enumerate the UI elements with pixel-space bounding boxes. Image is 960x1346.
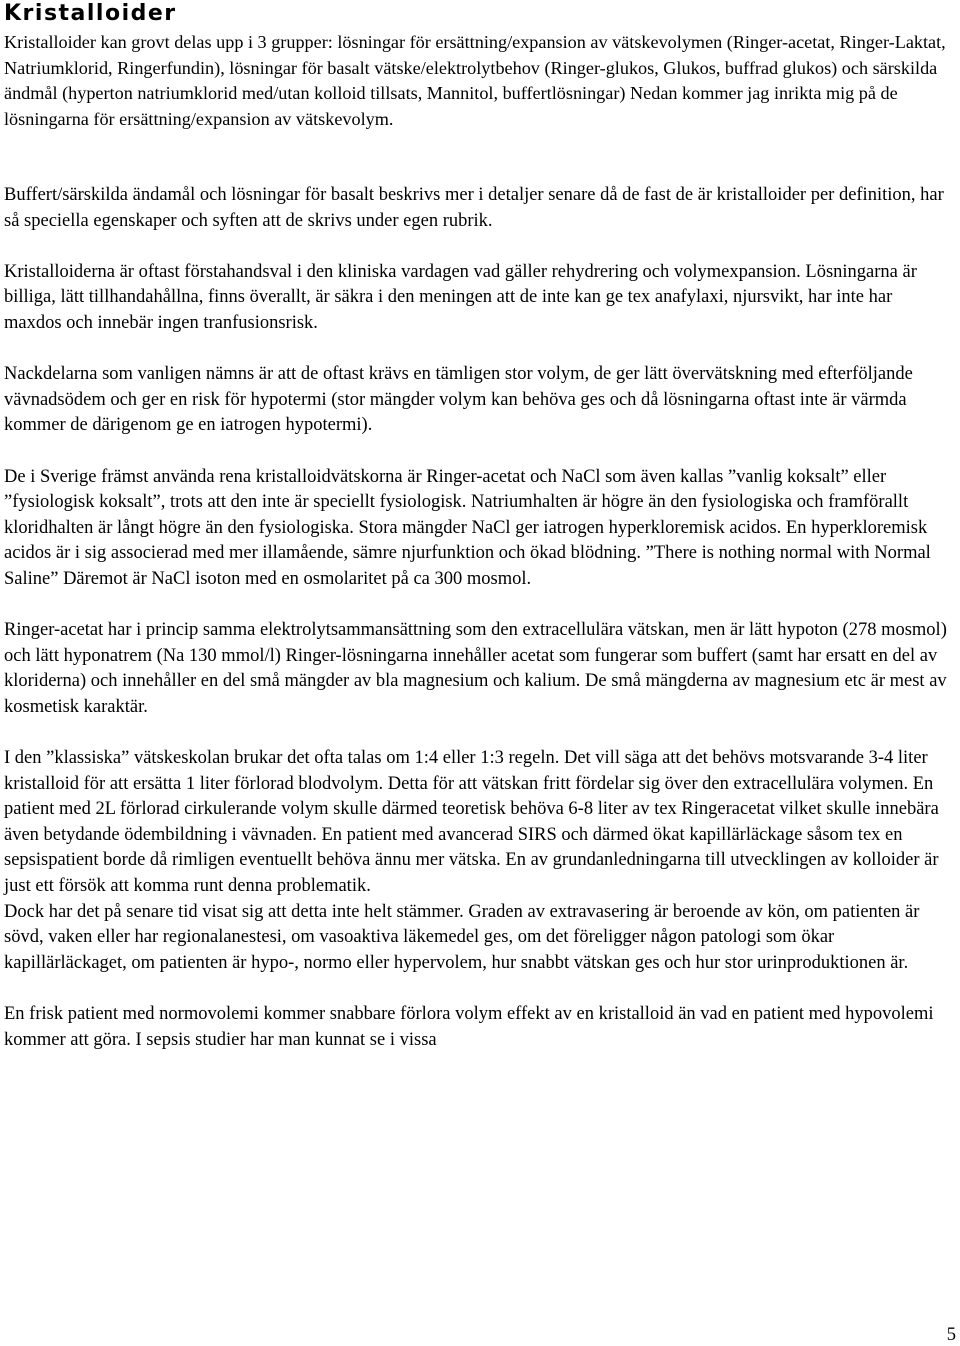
paragraph-ringer-acetat: Ringer-acetat har i princip samma elektrolytsammansättning som den extracellulära vätskan, men är lätt hypoton (278 mosmol) och lätt hyponatrem (Na 130 mmol/l) Ringer-lösningarna innehåller acetat som fungerar som buffert (samt har ersatt en del av kloriderna) och innehåller en del små mängder av bla magnesium och kalium. De små mängderna av magnesium etc är mest av kosmetisk karaktär. [4,620,947,717]
paragraph-buffert: Buffert/särskilda ändamål och lösningar för basalt beskrivs mer i detaljer senare då de fast de är kristalloider per definition, har så speciella egenskaper och syften att de skrivs under egen rubrik. [4,185,944,231]
paragraph-forstahandsval: Kristalloiderna är oftast förstahandsval i den kliniska vardagen vad gäller rehydrering och volymexpansion. Lösningarna är billiga, lätt tillhandahållna, finns överallt, är säkra i den meningen att de inte kan ge tex anafylaxi, njursvikt, har inte har maxdos och innebär ingen tranfusionsrisk. [4,261,917,333]
paragraph-dock: Dock har det på senare tid visat sig att detta inte helt stämmer. Graden av extravasering är beroende av kön, om patienten är sövd, vaken eller har regionalanestesi, om vasoaktiva läkemedel ges, om det föreligger någon patologi som ökar kapillärläckaget, om patienten är hypo-, normo eller hypervolem, hur snabbt vätskan ges och hur stor urinproduktionen är. [4,901,920,973]
paragraph-klassiska: I den ”klassiska” vätskeskolan brukar det ofta talas om 1:4 eller 1:3 regeln. Det vill säga att det behövs motsvarande 3-4 liter kristalloid för att ersätta 1 liter förlorad blodvolym. Detta för att vätskan fritt fördelar sig över den extracellulära volymen. En patient med 2L förlorad cirkulerande volym skulle därmed teoretisk behöva 6-8 liter av tex Ringeracetat vilket skulle innebära även betydande ödembildning i vävnaden. En patient med avancerad SIRS och därmed ökat kapillärläckage såsom tex en sepsispatient borde då rimligen eventuellt behöva ännu mer vätska. En av grundanledningarna till utvecklingen av kolloider är just ett försök att komma runt denna problematik. [4,748,939,897]
intro-paragraph: Kristalloider kan grovt delas upp i 3 grupper: lösningar för ersättning/expansion av vätskevolymen (Ringer-acetat, Ringer-Laktat, Natriumklorid, Ringerfundin), lösningar för basalt vätske/elektrolytbehov (Ringer-glukos, Glukos, buffrad glukos) och särskilda ändmål (hyperton natriumklorid med/utan kolloid tillsats, Mannitol, buffertlösningar) Nedan kommer jag inrikta mig på de lösningarna för ersättning/expansion av vätskevolym. [4,32,946,129]
body-text [4,183,954,1079]
page-number: 5 [946,1325,956,1345]
section-heading: Kristalloider [4,1,177,26]
paragraph-sverige: De i Sverige främst använda rena kristalloidvätskorna är Ringer-acetat och NaCl som även kallas ”vanlig koksalt” eller ”fysiologisk koksalt”, trots att den inte är speciellt fysiologisk. Natriumhalten är högre än den fysiologiska och framförallt kloridhalten är långt högre än den fysiologiska. Stora mängder NaCl ger iatrogen hyperkloremisk acidos. En hyperkloremisk acidos är i sig associerad med mer illamående, sämre njurfunktion och ökad blödning. ”There is nothing normal with Normal Saline” Däremot är NaCl isoton med en osmolaritet på ca 300 mosmol. [4,466,931,589]
paragraph-nackdelar: Nackdelarna som vanligen nämns är att de oftast krävs en tämligen stor volym, de ger lätt övervätskning med efterföljande vävnadsödem och ger en risk för hypotermi (stor mängder volym kan behöva ges och då lösningarna oftast inte är värmda kommer de därigenom ge en iatrogen hypotermi). [4,364,913,436]
paragraph-frisk-patient: En frisk patient med normovolemi kommer snabbare förlora volym effekt av en kristalloid än vad en patient med hypovolemi kommer att göra. I sepsis studier har man kunnat se i vissa [4,1004,934,1050]
